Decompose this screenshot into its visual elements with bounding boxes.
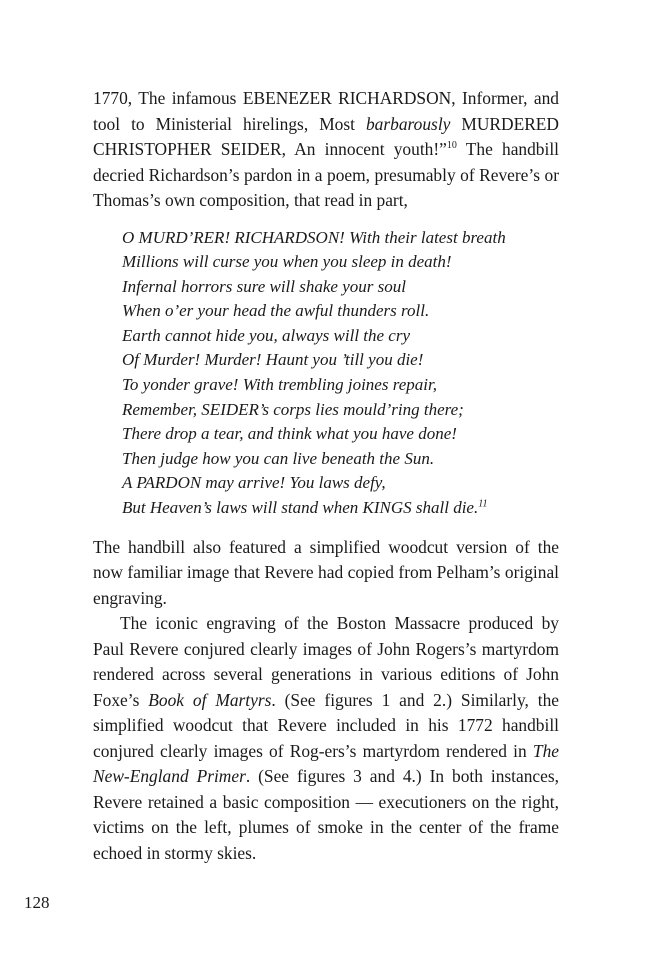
primer-title-italic: The New-England Primer (93, 740, 559, 787)
poem-line: Of Murder! Murder! Haunt you ’till you die! (122, 350, 424, 370)
text-run: MURDERED CHRISTOPHER SEIDER, An innocent youth!” (93, 113, 559, 159)
text-run: . (See figures 3 and 4.) In both instances, Revere retained a basic composition — executioners on the right, victims on the left, plumes of smoke in the center of the frame echoed in stormy skies. (93, 766, 559, 863)
poem-line: There drop a tear, and think what you have done! (122, 424, 457, 444)
poem-line: Infernal horrors sure will shake your soul (122, 276, 406, 296)
page-number: 128 (24, 893, 50, 912)
paragraph-woodcut: The handbill also featured a simplified woodcut version of the now familiar image that Revere had copied from Pelham’s original engraving. (93, 536, 559, 608)
book-title-italic: Book of Martyrs (148, 689, 272, 710)
paragraph-iconic-engraving (93, 611, 559, 866)
poem-line-last (122, 496, 559, 521)
footnote-marker-10[interactable]: 10 (446, 140, 457, 152)
paragraph-handbill-intro (93, 86, 559, 214)
poem-line-text: But Heaven’s laws will stand when KINGS shall die. (122, 498, 479, 518)
text-run: 1770, The infamous EBENEZER RICHARDSON, Informer, and tool to Ministerial hirelings, Most (93, 88, 559, 134)
page-body (93, 86, 559, 866)
poem-line: Then judge how you can live beneath the Sun. (122, 448, 435, 468)
italic-text: barbarously (365, 113, 451, 134)
text-run: The handbill decried Richardson’s pardon in a poem, presumably of Revere’s or Thomas’s own composition, that read in part, (93, 139, 559, 210)
poem-line: A PARDON may arrive! You laws defy, (122, 473, 386, 493)
poem-line: Millions will curse you when you sleep in death! (122, 252, 452, 272)
poem-line: Earth cannot hide you, always will the cry (122, 325, 411, 345)
poem-line: When o’er your head the awful thunders roll. (122, 301, 430, 321)
poem-line: O MURD’RER! RICHARDSON! With their latest breath (122, 227, 506, 247)
poem-block (122, 226, 559, 521)
poem-line: To yonder grave! With trembling joines repair, (122, 375, 437, 395)
poem-line: Remember, SEIDER’s corps lies mould’ring there; (122, 399, 464, 419)
text-run: . (See figures 1 and 2.) Similarly, the simplified woodcut that Revere included in his 1772 handbill conjured clearly images of Rog-ers’s martyrdom rendered in (93, 689, 559, 761)
text-run: The iconic engraving of the Boston Massacre produced by Paul Revere conjured clearly images of John Rogers’s martyrdom rendered across several generations in various editions of John Foxe’s (93, 613, 559, 710)
footnote-marker-11[interactable]: 11 (478, 498, 488, 510)
